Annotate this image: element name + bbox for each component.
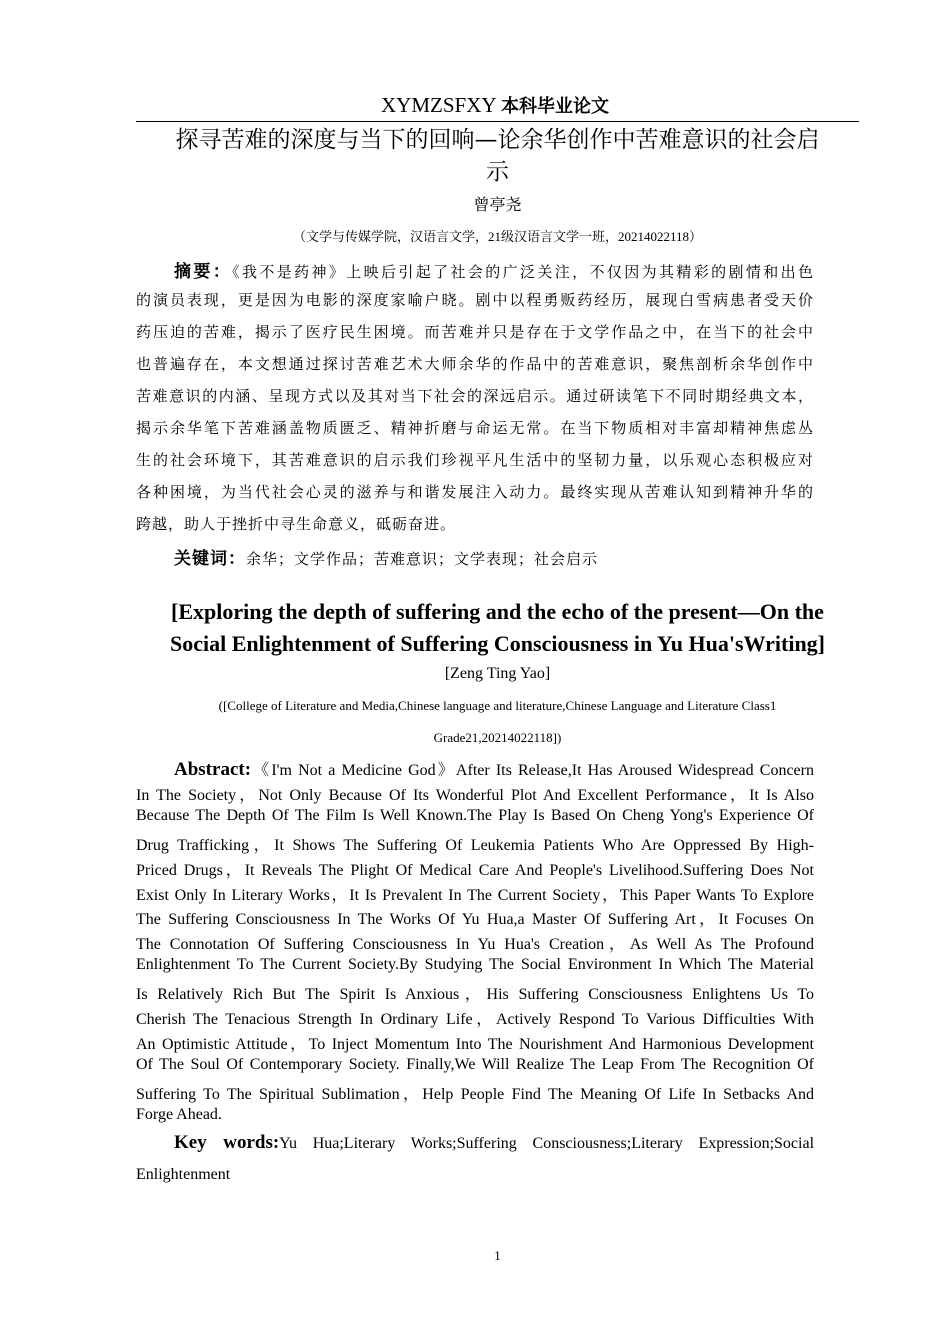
title-zh <box>136 124 859 188</box>
abstract-line <box>136 1056 814 1074</box>
abstract-line <box>136 321 814 342</box>
keywords-zh <box>174 544 852 569</box>
abstract-text: 苦难意识的内涵、呈现方式以及其对当下社会的深远启示。通过研读笔下不同时期经典文本， <box>136 389 814 405</box>
keywords-zh-text: 余华；文学作品；苦难意识；文学表现；社会启示 <box>246 552 599 568</box>
abstract-line <box>136 956 814 974</box>
title-zh-line: 探寻苦难的深度与当下的回响—论余华创作中苦难意识的社会启 <box>175 127 820 153</box>
keywords-zh-label: 关键词： <box>174 549 246 569</box>
abstract-text: Is Relatively Rich But The Spirit Is Anxious，His Suffering Consciousness Enlightens Us To <box>136 986 814 1004</box>
affiliation-en-line: ([College of Literature and Media,Chinese language and literature,Chinese Language and Literature Class1 <box>218 698 777 713</box>
keywords-en-cont: Enlightenment <box>136 1166 231 1183</box>
abstract-text: 《I'm Not a Medicine God》After Its Release,It Has Aroused Widespread Concern <box>251 762 814 779</box>
abstract-text: 也普遍存在，本文想通过探讨苦难艺术大师余华的作品中的苦难意识，聚焦剖析余华创作中 <box>136 357 814 373</box>
abstract-line <box>136 449 814 470</box>
abstract-line <box>136 857 814 880</box>
abstract-text: The Suffering Consciousness In The Works Of Yu Hua,a Master Of Suffering Art，It Focuses On <box>136 911 814 929</box>
abstract-line <box>136 353 814 374</box>
abstract-text: The Connotation Of Suffering Consciousness In Yu Hua's Creation，As Well As The Profound <box>136 936 814 954</box>
header-rule <box>136 121 859 122</box>
abstract-line <box>136 906 814 929</box>
abstract-text: Forge Ahead. <box>136 1105 222 1123</box>
header-label: 本科毕业论文 <box>501 96 609 117</box>
running-header <box>0 92 950 118</box>
abstract-text: In The Society，Not Only Because Of Its Wonderful Plot And Excellent Performance，It Is Also <box>136 786 814 804</box>
keywords-en-label: Key words: <box>174 1132 280 1153</box>
abstract-text: 药压迫的苦难，揭示了医疗民生困境。而苦难并只是存在于文学作品之中，在当下的社会中 <box>136 325 814 341</box>
abstract-line <box>174 757 814 781</box>
abstract-text: Drug Trafficking，It Shows The Suffering Of Leukemia Patients Who Are Oppressed By High- <box>136 836 814 854</box>
header-code: XYMZSFXY <box>381 93 496 117</box>
abstract-text: Of The Soul Of Contemporary Society. Finally,We Will Realize The Leap From The Recognition Of <box>136 1055 814 1073</box>
title-zh-line: 示 <box>486 159 509 185</box>
abstract-label: 摘要： <box>174 262 233 282</box>
abstract-line <box>136 513 814 534</box>
abstract-text: Suffering To The Spiritual Sublimation，Help People Find The Meaning Of Life In Setbacks And <box>136 1085 814 1103</box>
abstract-text: Because The Depth Of The Film Is Well Known.The Play Is Based On Cheng Yong's Experience Of <box>136 806 814 824</box>
abstract-line <box>136 882 814 905</box>
abstract-text: 各种困境，为当代社会心灵的滋养与和谐发展注入动力。最终实现从苦难认知到精神升华的 <box>136 485 814 501</box>
abstract-line <box>136 832 814 855</box>
abstract-text: Cherish The Tenacious Strength In Ordinary Life，Actively Respond To Various Difficulties With <box>136 1011 814 1028</box>
affiliation-zh: （文学与传媒学院，汉语言文学，21级汉语言文学一班，20214022118） <box>292 229 703 244</box>
abstract-line <box>136 1006 814 1029</box>
abstract-text: 跨越，助人于挫折中寻生命意义，砥砺奋进。 <box>136 517 457 533</box>
title-en-line: [Exploring the depth of suffering and the echo of the present—On the <box>171 599 824 624</box>
abstract-line <box>136 417 814 438</box>
author-zh: 曾亭尧 <box>473 197 522 214</box>
abstract-line <box>136 931 814 954</box>
keywords-en-text: Yu Hua;Literary Works;Suffering Consciousness;Literary Expression;Social <box>279 1135 815 1152</box>
abstract-text: 揭示余华笔下苦难涵盖物质匮乏、精神折磨与命运无常。在当下物质相对丰富却精神焦虑丛 <box>136 421 814 437</box>
abstract-line <box>136 981 814 1004</box>
abstract-line <box>136 289 814 310</box>
abstract-text: Exist Only In Literary Works，It Is Prevalent In The Current Society，This Paper Wants To Explore <box>136 886 814 904</box>
abstract-line <box>136 385 814 406</box>
page-number: 1 <box>494 1248 501 1263</box>
abstract-text: An Optimistic Attitude，To Inject Momentum Into The Nourishment And Harmonious Development <box>136 1035 814 1053</box>
abstract-text: 《我不是药神》上映后引起了社会的广泛关注，不仅因为其精彩的剧情和出色 <box>232 265 814 281</box>
abstract-label: Abstract: <box>174 759 252 780</box>
title-en <box>100 596 895 660</box>
abstract-text: 生的社会环境下，其苦难意识的启示我们珍视平凡生活中的坚韧力量，以乐观心态积极应对 <box>136 453 814 469</box>
title-en-line: Social Enlightenment of Suffering Consciousness in Yu Hua'sWriting] <box>169 631 825 656</box>
abstract-line <box>136 807 814 825</box>
author-en: [Zeng Ting Yao] <box>444 665 551 682</box>
abstract-line <box>136 481 814 502</box>
abstract-text: Priced Drugs，It Reveals The Plight Of Medical Care And People's Livelihood.Suffering Does Not <box>136 861 814 879</box>
abstract-text: 的演员表现，更是因为电影的深度家喻户晓。剧中以程勇贩药经历，展现白雪病患者受天价 <box>136 293 814 309</box>
abstract-text: Enlightenment To The Current Society.By Studying The Social Environment In Which The Material <box>136 956 814 974</box>
affiliation-en-line: Grade21,20214022118]) <box>433 730 562 745</box>
abstract-line <box>174 257 814 282</box>
abstract-line <box>136 1081 814 1104</box>
abstract-line <box>136 1031 814 1054</box>
abstract-line <box>136 1106 814 1124</box>
abstract-line <box>136 782 814 805</box>
keywords-en <box>174 1132 814 1154</box>
